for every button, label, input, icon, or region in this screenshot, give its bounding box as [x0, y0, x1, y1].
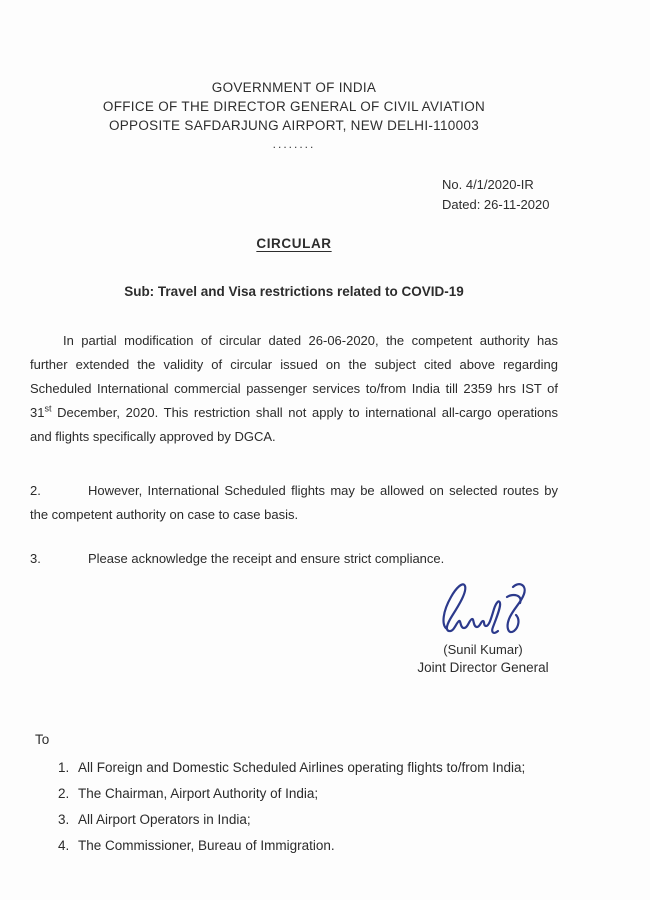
circular-title-text: CIRCULAR: [256, 236, 332, 251]
paragraph-1-text-b: December, 2020. This restriction shall not apply to international all-cargo operations and flights specifically approved by DGCA.: [30, 405, 558, 444]
recipient-text: All Airport Operators in India;: [78, 812, 251, 827]
body-paragraph-1: [30, 329, 558, 449]
body-paragraph-3: [30, 547, 558, 571]
recipient-item: [58, 811, 558, 829]
signature-image: [435, 579, 531, 641]
recipient-item: [58, 837, 558, 855]
office-name: OFFICE OF THE DIRECTOR GENERAL OF CIVIL AVIATION: [102, 99, 486, 114]
recipients-label: To: [35, 732, 50, 747]
letterhead: [30, 78, 558, 135]
org-name: GOVERNMENT OF INDIA: [211, 80, 377, 95]
recipient-text: The Chairman, Airport Authority of India;: [78, 786, 319, 801]
paragraph-2-number: 2.: [30, 483, 41, 498]
reference-block: [442, 175, 558, 215]
recipient-number: 1.: [58, 760, 70, 775]
recipient-text: All Foreign and Domestic Scheduled Airlines operating flights to/from India;: [78, 760, 526, 775]
recipient-item: [58, 785, 558, 803]
signatory-title: Joint Director General: [417, 660, 549, 675]
paragraph-1-text-a: In partial modification of circular dated 26-06-2020, the competent authority has further extended the validity of circular issued on the subject cited above regarding Scheduled International commercial passenger services to/from India till 2359 hrs IST of 31: [30, 333, 558, 420]
separator-dots: ........: [272, 137, 316, 151]
ref-date: Dated: 26-11-2020: [442, 197, 550, 212]
recipient-item: [58, 759, 558, 777]
recipient-number: 4.: [58, 838, 70, 853]
address-line: OPPOSITE SAFDARJUNG AIRPORT, NEW DELHI-110003: [108, 118, 480, 133]
ordinal-superscript: st: [44, 403, 52, 414]
recipients-list: [30, 759, 558, 855]
recipient-text: The Commissioner, Bureau of Immigration.: [78, 838, 335, 853]
paragraph-3-text: Please acknowledge the receipt and ensure strict compliance.: [88, 551, 445, 566]
body-paragraph-2: [30, 479, 558, 527]
recipient-number: 3.: [58, 812, 70, 827]
signatory-name: (Sunil Kumar): [443, 642, 523, 657]
signature-block: [408, 579, 558, 677]
recipient-number: 2.: [58, 786, 70, 801]
subject-line: Sub: Travel and Visa restrictions related to COVID-19: [124, 284, 464, 299]
paragraph-3-number: 3.: [30, 551, 41, 566]
paragraph-2-text: However, International Scheduled flights may be allowed on selected routes by the competent authority on case to case basis.: [30, 483, 558, 522]
circular-title: [30, 235, 558, 253]
ref-number: No. 4/1/2020-IR: [442, 177, 534, 192]
